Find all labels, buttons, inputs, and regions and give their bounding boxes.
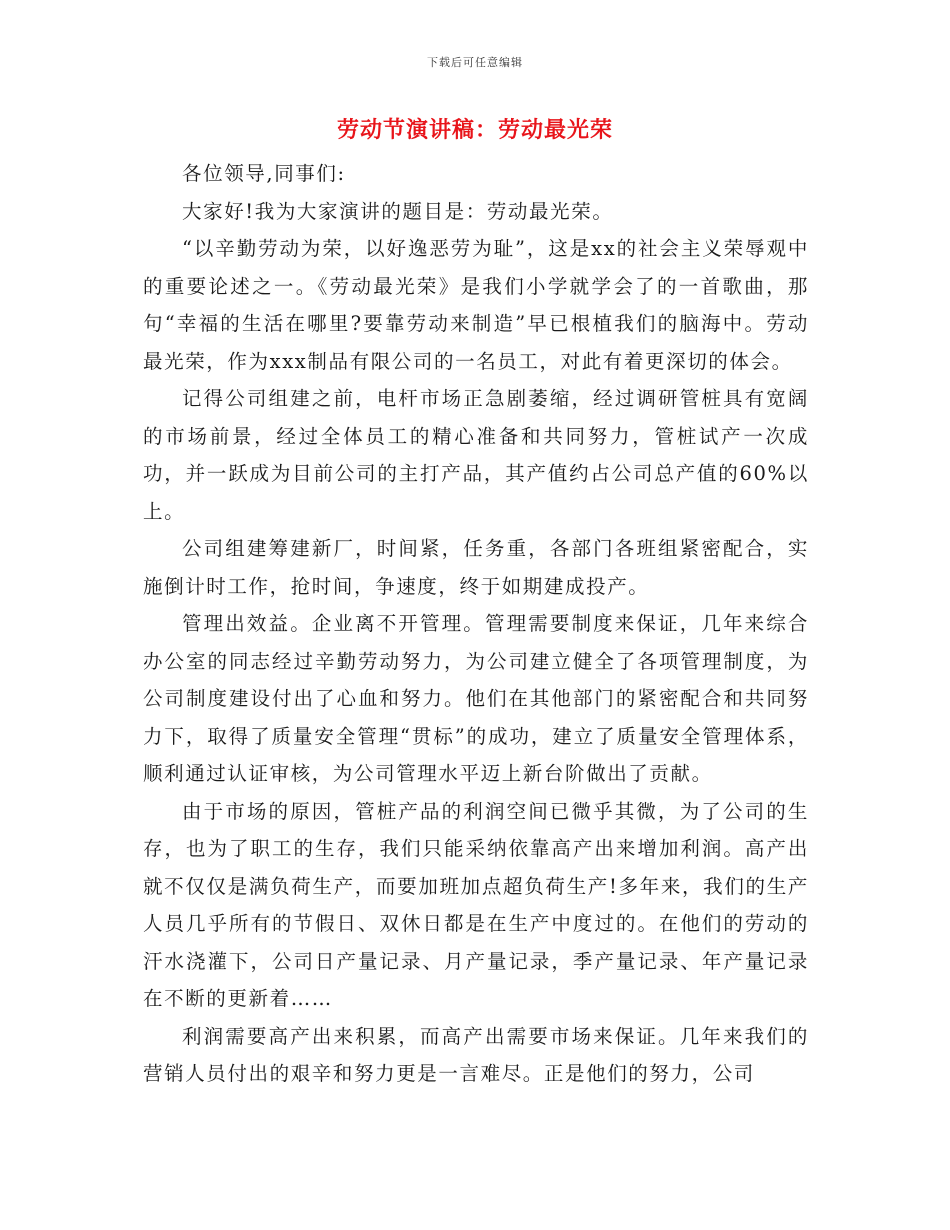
greeting-paragraph: 大家好!我为大家演讲的题目是：劳动最光荣。 [182,199,614,223]
body-paragraph: 管理出效益。企业离不开管理。管理需要制度来保证，几年来综合办公室的同志经过辛勤劳动努力，为公司建立健全了各项管理制度，为公司制度建设付出了心血和努力。他们在其他部门的紧密配合和共同努力下，取得了质量安全管理“贯标”的成功，建立了质量安全管理体系，顺利通过认证审核，为公司管理水平迈上新台阶做出了贡献。 [143,612,809,785]
body-paragraph: 由于市场的原因，管桩产品的利润空间已微乎其微，为了公司的生存，也为了职工的生存，我们只能采纳依靠高产出来增加利润。高产出就不仅仅是满负荷生产，而要加班加点超负荷生产!多年来，我们的生产人员几乎所有的节假日、双休日都是在生产中度过的。在他们的劳动的汗水浇灌下，公司日产量记录、月产量记录，季产量记录、年产量记录在不断的更新着…… [143,799,809,1010]
body-paragraph: 公司组建筹建新厂，时间紧，任务重，各部门各班组紧密配合，实施倒计时工作，抢时间，争速度，终于如期建成投产。 [143,537,809,598]
document-body [143,155,809,1093]
header-note: 下载后可任意编辑 [427,56,523,69]
salutation-paragraph: 各位领导,同事们: [182,162,346,185]
body-paragraph: “以辛勤劳动为荣，以好逸恶劳为耻”，这是xx的社会主义荣辱观中的重要论述之一。《劳动最光荣》是我们小学就学会了的一首歌曲，那句“幸福的生活在哪里?要靠劳动来制造”早已根植我们的脑海中。劳动最光荣，作为xxx制品有限公司的一名员工，对此有着更深切的体会。 [143,237,809,373]
document-title: 劳动节演讲稿：劳动最光荣 [336,117,613,143]
body-paragraph: 记得公司组建之前，电杆市场正急剧萎缩，经过调研管桩具有宽阔的市场前景，经过全体员工的精心准备和共同努力，管桩试产一次成功，并一跃成为目前公司的主打产品，其产值约占公司总产值的60%以上。 [143,387,809,523]
body-paragraph: 利润需要高产出来积累，而高产出需要市场来保证。几年来我们的营销人员付出的艰辛和努力更是一言难尽。正是他们的努力，公司 [143,1024,809,1085]
